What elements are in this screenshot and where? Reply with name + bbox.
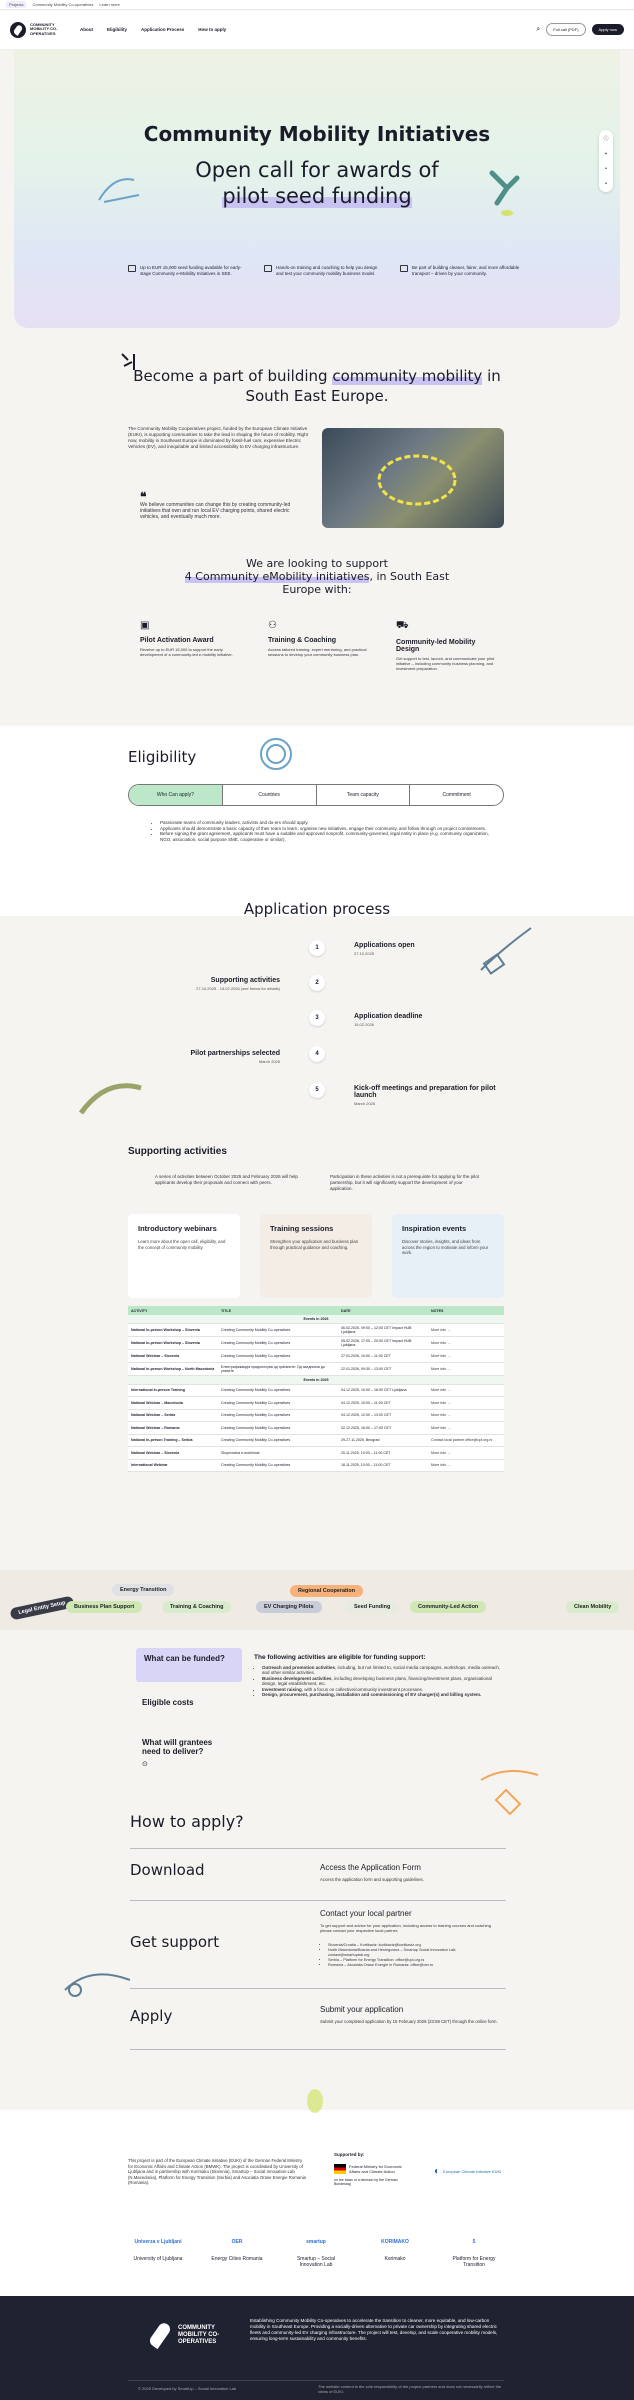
support-item: ▣ Pilot Activation Award Receive up to EUR 15,000 to support the early development of a community-led e-mobility initiative.: [140, 620, 240, 657]
hero-section: [14, 50, 620, 328]
car-icon: ⛟: [396, 620, 409, 631]
funding-item: • Business development activities, including developing business plans, financing/investment plans, organisational design, legal establishment, etc.: [262, 1676, 504, 1687]
title-cell: Creating Community Mobility Co-operatives: [218, 1324, 338, 1337]
full-call-button[interactable]: Full call (PDF): [546, 23, 585, 36]
about-quote: We believe communities can change this by creating community-led initiatives that own and run local EV charging points, shared electric vehicles, and eventually much more.: [140, 502, 291, 520]
nav-actions: [536, 23, 624, 36]
step-number: 1: [309, 940, 325, 956]
table-group-row: [128, 1375, 504, 1384]
tab-team-capacity[interactable]: Team capacity: [317, 785, 411, 805]
eligibility-item: • Passionate teams of community leaders, activists and do-ers should apply.: [160, 820, 500, 826]
partner-name: Korimako: [384, 2256, 406, 2262]
nav-how-to-apply[interactable]: How to apply: [198, 27, 227, 32]
download-label[interactable]: Download: [130, 1861, 205, 1879]
partner-logo-mark: 5: [472, 2239, 476, 2245]
tag-pill: Seed Funding: [346, 1601, 398, 1613]
hero-subtitle-2: pilot seed funding: [222, 184, 412, 208]
date-cell: 04.12.2025, 12:00 – 13:00 CET: [338, 1409, 428, 1422]
partner-name: Platform for Energy Transition: [452, 2256, 496, 2268]
apply-text: Submit your completed application by 15 February 2026 (23:59 CET) through the online form.: [320, 2019, 498, 2024]
funding-item: • Design, procurement, purchasing, installation and commissioning of EV charger(s) and billing system.: [262, 1692, 504, 1697]
arrow-icon: ⊙: [142, 1761, 148, 1768]
funding-heading: The following activities are eligible for funding support:: [254, 1654, 426, 1661]
search-icon[interactable]: ⌕: [536, 25, 541, 33]
copyright: © 2025 Developed by SmartUp – Social Innovation Lab: [138, 2386, 237, 2391]
tag-pill: Legal Entity Setup: [9, 1595, 74, 1620]
accordion-item[interactable]: Eligible costs: [142, 1698, 194, 1707]
footer-divider: [128, 2380, 504, 2381]
notes-link[interactable]: More info →: [428, 1384, 504, 1397]
step-number: 5: [309, 1082, 325, 1098]
how-title: How to apply?: [130, 1812, 244, 1831]
step-number: 3: [309, 1010, 325, 1026]
apply-title: Submit your application: [320, 2005, 404, 2014]
plug-orange-icon: [476, 1770, 546, 1830]
about-heading: Become a part of building community mobility in South East Europe.: [133, 367, 501, 405]
notes-link[interactable]: More info →: [428, 1459, 504, 1472]
date-cell: 02.12.2025, 16:00 – 17:00 CET: [338, 1422, 428, 1435]
partner-logo[interactable]: [444, 2232, 504, 2268]
activity-card: Training sessions Strengthen your application and business plan through practical guidance and coaching.: [260, 1214, 372, 1298]
logo-icon[interactable]: [10, 22, 26, 38]
activity-cell: International Webinar: [128, 1459, 218, 1472]
support-text: To get support and advice for your application, including access to training courses and coaching please contact your respective local partner:: [320, 1923, 491, 1933]
hero-subtitle-1: Open call for awards of: [195, 158, 439, 182]
bike-doodle-icon: [94, 170, 144, 210]
title-cell: Creating Community Mobility Co-operatives: [218, 1459, 338, 1472]
activity-cell: International In-person Training: [128, 1384, 218, 1397]
date-cell: 27.01.2026, 10:00 – 11:00 CET: [338, 1350, 428, 1363]
learn-more-link[interactable]: Learn more: [99, 2, 120, 7]
euki-logo: ◐ European Climate Initiative EUKI: [434, 2166, 502, 2177]
title-cell: Creating Community Mobility Co-operatives: [218, 1422, 338, 1435]
apply-label[interactable]: Apply: [130, 2007, 173, 2025]
tag-pill: Energy Transition: [112, 1584, 174, 1596]
floating-toolbar: [599, 130, 613, 192]
accordion-item-active[interactable]: What can be funded?: [136, 1648, 242, 1682]
partner-contacts: [328, 1943, 498, 1968]
dot2-icon[interactable]: •: [605, 181, 607, 188]
project-link[interactable]: Community Mobility Co-operatives: [32, 2, 94, 7]
activity-cell: National In-person Training – Serbia: [128, 1434, 218, 1447]
logo-text[interactable]: COMMUNITY MOBILITY CO-OPERATIVES: [30, 21, 58, 36]
partner-logos: [128, 2232, 504, 2268]
tab-commitment[interactable]: Commitment: [442, 792, 471, 798]
activities-title: Supporting activities: [128, 1146, 227, 1157]
leaf-doodle-icon: [482, 168, 522, 218]
notes-link[interactable]: More info →: [428, 1447, 504, 1460]
group-label: Events in 2025: [128, 1375, 504, 1384]
quote-icon: ❝: [140, 490, 147, 504]
supported-by: Supported by:: [334, 2152, 365, 2157]
activity-cell: National Webinar – Slovenia: [128, 1447, 218, 1460]
tag-pill: Community-Led Action: [410, 1601, 486, 1613]
partner-contact[interactable]: • Serbia – Platform for Energy Transition: office@upl.org.rs: [328, 1958, 498, 1963]
notes-link[interactable]: More info →: [428, 1350, 504, 1363]
notes-link[interactable]: More info →: [428, 1324, 504, 1337]
plug-doodle-icon: [476, 920, 538, 982]
table-group-row: [128, 1315, 504, 1324]
step-number: 2: [309, 975, 325, 991]
download-title: Access the Application Form: [320, 1863, 421, 1872]
download-text[interactable]: Access the application form and supporting guidelines.: [320, 1877, 424, 1882]
partner-name: University of Ljubljana: [133, 2256, 183, 2262]
date-cell: 04.12.2025, 10:00 – 16:00 CET Ljubljana: [338, 1384, 428, 1397]
date-cell: 18.11.2025, 10:00 – 11:00 CET: [338, 1459, 428, 1472]
how-apply-row: [130, 1988, 506, 2050]
people-icon: ⚇: [268, 620, 277, 631]
support-heading: We are looking to support 4 Community eMobility initiatives, in South East Europe with:: [184, 557, 450, 596]
tags-band: [0, 1570, 634, 1630]
plus-icon[interactable]: +: [604, 150, 608, 157]
partner-logo-mark: OER: [231, 2239, 243, 2245]
partner-contact[interactable]: • Romania – Asociatia Orase Energie in Romania: office@oer.ro: [328, 1963, 498, 1968]
notes-link[interactable]: Contact local partner office@upl.org.rs: [428, 1434, 504, 1447]
title-cell: Creating Community Mobility Co-operatives: [218, 1409, 338, 1422]
step: Applications open 27.10.2025: [354, 942, 415, 956]
partner-name: Smartup – Social Innovation Lab: [296, 2256, 336, 2268]
partner-logo-mark: smartup: [306, 2239, 326, 2245]
date-cell: 04.12.2025, 10:00 – 11:00 CET: [338, 1397, 428, 1410]
partner-name: Energy Cities Romania: [211, 2256, 263, 2262]
partner-contact[interactable]: • North Macedonia/Bosnia and Herzegovina – Smartup Social Innovation Lab: contact@smartuplab.org: [328, 1948, 498, 1958]
activity-card: Inspiration events Discover stories, insights, and ideas from across the region to motivate and inform your work.: [392, 1214, 504, 1298]
ministry-logo: Federal Ministry for Economic Affairs and Climate Action on the basis of a decision by the German Bundestag: [334, 2164, 402, 2186]
tag-pill: Clean Mobility: [566, 1601, 619, 1613]
step-number: 4: [309, 1046, 325, 1062]
col-date: DATE: [338, 1306, 428, 1315]
activity-cell: National Webinar – Romania: [128, 1422, 218, 1435]
tag-pill: Business Plan Support: [66, 1601, 142, 1613]
about-text: The Community Mobility Cooperatives project, funded by the European Climate Initiative (EUKI), is supporting communities to take the lead in shaping the future of mobility. Right now, mobility in Southeast Europe is dominated by fossil-fuel cars, expensive Electric Vehicles (EV), and inequitable and limited accessibility to EV charging infrastructure.: [128, 426, 308, 449]
activities-note: Participation in these activities is not a prerequisite for applying for the pilot partnership, but it will significantly support the development of your application.: [330, 1174, 479, 1191]
date-cell: 29-27.11.2025, Beograd: [338, 1434, 428, 1447]
project-about: This project is part of the European Climate Initiative (EUKI) of the German Federal Ministry for Economic Affairs and Climate Action (BMWK). The project is coordinated by University of Ljubljana and in partnership with Korimako (Slovenia), SmartUp – Social Innovation Lab (N.Macedonia), Platform for Energy Transition (Serbia) and Asociatia Orase Energie Romania (Romania).: [128, 2158, 306, 2185]
col-notes: NOTES: [428, 1306, 504, 1315]
money-icon: [128, 265, 136, 272]
date-cell: 20.11.2025, 10:00 – 11:00 CET: [338, 1447, 428, 1460]
activity-cell: National Webinar – Serbia: [128, 1409, 218, 1422]
title-cell: Creating Community Mobility Co-operatives: [218, 1350, 338, 1363]
table-row: [128, 1459, 504, 1472]
title-cell: Skupnostna e-mobilnost: [218, 1447, 338, 1460]
support-item: ⛟ Community-led Mobility Design Get support to test, launch, and communicate your pilot initiative – including community business planning, and investment preparation.: [396, 620, 495, 671]
funding-panel: [254, 1654, 504, 1697]
step: Application deadline 15.02.2026: [354, 1013, 423, 1027]
table-row: [128, 1447, 504, 1460]
disclaimer: The website content is the sole responsibility of the project partners and does not necessarily reflect the views of EUKI.: [318, 2384, 502, 2394]
activity-cell: National Webinar – Slovenia: [128, 1350, 218, 1363]
nav-links: [80, 27, 226, 32]
eligibility-title: Eligibility: [128, 748, 197, 766]
footer: [0, 2296, 634, 2400]
title-cell: Creating Community Mobility Co-operatives: [218, 1434, 338, 1447]
partner-logo[interactable]: [207, 2232, 267, 2262]
projects-tab[interactable]: Projects: [6, 1, 26, 8]
tab-who-can-apply[interactable]: Who Can apply?: [129, 785, 223, 805]
activity-cell: National In-person Workshop – North Macedonia: [128, 1362, 218, 1375]
date-cell: 05.02.2026, 17:00 – 20:00 CET Impact HUB Ljubljana: [338, 1337, 428, 1350]
process-title: Application process: [243, 900, 391, 918]
top-strip: [0, 0, 634, 10]
partner-logo[interactable]: [365, 2232, 425, 2262]
how-support-row: [130, 1900, 506, 1988]
table-row: [128, 1434, 504, 1447]
table-row: [128, 1397, 504, 1410]
main-nav: [0, 10, 634, 50]
notes-link[interactable]: More info →: [428, 1362, 504, 1375]
nav-eligibility[interactable]: Eligibility: [107, 27, 128, 32]
table-row: [128, 1362, 504, 1375]
step: Kick-off meetings and preparation for pilot launch March 2026: [354, 1085, 496, 1106]
funding-item: • Investment raising, with a focus on collective/community investment processes.: [262, 1687, 504, 1692]
eligibility-list: [160, 820, 500, 842]
table-row: [128, 1337, 504, 1350]
support-title: Contact your local partner: [320, 1909, 412, 1918]
community-icon: [400, 265, 408, 272]
timeline: [309, 940, 325, 1100]
activity-cell: National Webinar – Macedonia: [128, 1397, 218, 1410]
training-icon: [264, 265, 272, 272]
logo-icon: [146, 2318, 174, 2352]
eligibility-item: • Applicants should demonstrate a basic capacity of their team to learn, organise new initiatives, engage their community, and follow through on project commitments.: [160, 826, 500, 832]
footer-text: Establishing Community Mobility Co-operatives to accelerate the transition to cleaner, more equitable, and low-carbon mobility in Southeast Europe. Providing a socially-driven alternative to private car ownership by integrating shared electric fleets and community-led EV charging infrastructure. The project will test, develop, and scale cooperative mobility models, ensuring long-term sustainability and community benefits.: [250, 2318, 498, 2341]
table-row: [128, 1409, 504, 1422]
accordion-item[interactable]: What will grantees need to deliver?: [142, 1738, 213, 1756]
col-activity: ACTIVITY: [128, 1306, 218, 1315]
tag-pill: Training & Coaching: [162, 1601, 231, 1613]
activities-table: [128, 1306, 504, 1472]
leaf-small-icon: [300, 2086, 330, 2116]
activity-cell: National In-person Workshop – Slovenia: [128, 1337, 218, 1350]
apply-now-button[interactable]: Apply now: [592, 24, 624, 35]
support-items: [140, 620, 496, 671]
footer-logo[interactable]: COMMUNITY MOBILITY CO-OPERATIVES: [146, 2318, 234, 2352]
activities-intro: A series of activities between October 2025 and February 2026 will help applicants develop their proposals and connect with peers.: [155, 1174, 298, 1185]
date-cell: 06.02.2026, 09:00 – 12:00 CET Impact HUB Ljubljana: [338, 1324, 428, 1337]
community-photo: [322, 428, 504, 528]
partners-section: [0, 2110, 634, 2296]
eligibility-item: • Before signing the grant agreement, applicants must have a suitable and approved nonprofit, community-governed, legal entity in place (e.g. community organization, NGO, association, social purpose SME, cooperative or similar).: [160, 831, 500, 842]
step: Supporting activities 27.10.2025 - 15.02.2026 (see below for details): [196, 977, 280, 991]
step: Pilot partnerships selected March 2026: [190, 1050, 280, 1064]
notes-link[interactable]: More info →: [428, 1397, 504, 1410]
table-row: [128, 1384, 504, 1397]
title-cell: Creating Community Mobility Co-operatives: [218, 1337, 338, 1350]
hero-title: Community Mobility Initiatives: [143, 122, 491, 146]
table-row: [128, 1422, 504, 1435]
tag-pill: EV Charging Pilots: [256, 1601, 322, 1613]
partner-logo[interactable]: [286, 2232, 346, 2268]
partner-logo-mark: Univerza v Ljubljani: [134, 2239, 182, 2245]
notes-link[interactable]: More info →: [428, 1409, 504, 1422]
info-icon[interactable]: ⓘ: [603, 135, 609, 142]
title-cell: Creating Community Mobility Co-operatives: [218, 1397, 338, 1410]
tag-pill: Regional Cooperation: [290, 1585, 363, 1597]
dot-icon[interactable]: •: [605, 166, 607, 173]
support-item: ⚇ Training & Coaching Access tailored training, expert mentoring, and practical sessions to develop your community business plan.: [268, 620, 367, 657]
award-icon: ▣: [140, 620, 150, 631]
nav-about[interactable]: About: [80, 27, 93, 32]
feature-funding: Up to EUR 15,000 seed funding available for early-stage Community e-Mobility Initiatives in SEE.: [128, 265, 248, 276]
group-label: Events in 2026: [128, 1315, 504, 1324]
title-cell: Електрификација придонесува од граѓаните: Од заеднички до упатите: [218, 1362, 338, 1375]
partner-logo-mark: KORIMAKO: [381, 2239, 409, 2245]
partner-logo[interactable]: [128, 2232, 188, 2262]
tab-countries[interactable]: Countries: [223, 785, 317, 805]
nav-application-process[interactable]: Application Process: [141, 27, 185, 32]
date-cell: 22.01.2026, 09:30 – 13:00 CET: [338, 1362, 428, 1375]
notes-link[interactable]: More info →: [428, 1422, 504, 1435]
funding-item: • Outreach and promotion activities, including, but not limited to, social media campaigns, workshops, media outreach, and other similar activities.: [262, 1665, 504, 1676]
scooter-doodle-icon: [60, 1960, 140, 2000]
title-cell: Creating Community Mobility Co-operatives: [218, 1384, 338, 1397]
charger-doodle-icon: [258, 736, 296, 772]
feature-community: Be part of building cleaner, fairer, and more affordable transport – driven by your community.: [400, 265, 520, 276]
support-label[interactable]: Get support: [130, 1933, 220, 1951]
feather-doodle-icon: [76, 1078, 146, 1118]
notes-link[interactable]: More info →: [428, 1337, 504, 1350]
table-row: [128, 1324, 504, 1337]
table-row: [128, 1350, 504, 1363]
col-title: TITLE: [218, 1306, 338, 1315]
feature-training: Hands-on training and coaching to help you design and test your community mobility business model.: [264, 265, 384, 276]
activity-cards: [128, 1214, 504, 1298]
activity-card: Introductory webinars Learn more about the open call, eligibility, and the concept of community mobility.: [128, 1214, 240, 1298]
hero-features: [128, 265, 520, 276]
activity-cell: National In-person Workshop – Slovenia: [128, 1324, 218, 1337]
partner-contact[interactable]: • Slovenia/Croatia – Kortikaviz: kortikaviz@kortikaviz.org: [328, 1943, 498, 1948]
eligibility-tabs: [128, 784, 504, 806]
